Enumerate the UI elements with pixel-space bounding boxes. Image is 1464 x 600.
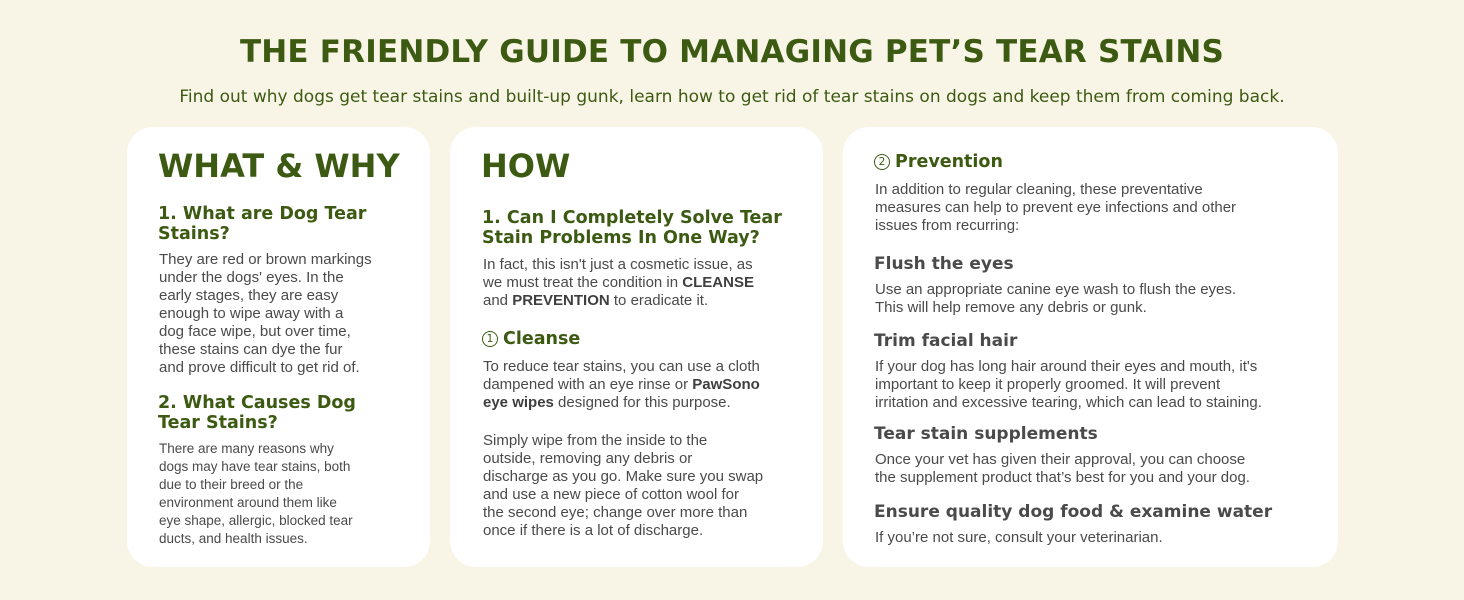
how-intro-line — [483, 274, 754, 292]
wipe-line: once if there is a lot of discharge. — [483, 522, 704, 539]
cleanse-keyword: CLEANSE — [682, 274, 754, 291]
dog-food-text — [875, 529, 1163, 547]
cleanse-line — [483, 376, 760, 394]
question-2-line: 2. What Causes Dog — [158, 393, 356, 413]
supplements-text — [875, 451, 1250, 487]
prevention-step-label: Prevention — [895, 152, 1003, 172]
how-intro-text-span: and — [483, 292, 513, 309]
answer-1-line: dog face wipe, but over time, — [159, 323, 351, 340]
step-number-1-icon: 1 — [482, 331, 498, 347]
how-intro-text — [483, 256, 754, 310]
trim-hair-line: irritation and excessive tearing, which can lead to staining. — [875, 394, 1262, 411]
answer-2-text — [159, 440, 353, 548]
dog-food-line: If you’re not sure, consult your veterinarian. — [875, 529, 1163, 546]
question-2-heading — [158, 393, 356, 433]
supplements-line: the supplement product that’s best for you and your dog. — [875, 469, 1250, 486]
supplements-heading: Tear stain supplements — [874, 424, 1098, 444]
how-question-line: 1. Can I Completely Solve Tear — [482, 208, 782, 228]
prevention-intro-line: measures can help to prevent eye infections and other — [875, 199, 1237, 216]
wipe-instructions-text — [483, 432, 763, 540]
prevention-intro-line: issues from recurring: — [875, 217, 1020, 234]
answer-2-line: dogs may have tear stains, both — [159, 459, 351, 474]
cleanse-text-span: dampened with an eye rinse or — [483, 376, 693, 393]
wipe-line: discharge as you go. Make sure you swap — [483, 468, 764, 485]
step-number-2-icon: 2 — [874, 154, 890, 170]
trim-hair-line: If your dog has long hair around their eyes and mouth, it's — [875, 358, 1258, 375]
answer-1-line: early stages, they are easy — [159, 287, 339, 304]
answer-2-line: due to their breed or the — [159, 477, 304, 492]
how-intro-line: In fact, this isn't just a cosmetic issue, as — [483, 256, 753, 273]
flush-eyes-line: Use an appropriate canine eye wash to flush the eyes. — [875, 281, 1237, 298]
cleanse-step-heading — [482, 329, 580, 349]
wipe-line: Simply wipe from the inside to the — [483, 432, 708, 449]
answer-1-line: enough to wipe away with a — [159, 305, 344, 322]
wipe-line: and use a new piece of cotton wool for — [483, 486, 739, 503]
question-1-line: Stains? — [158, 224, 230, 244]
question-1-line: 1. What are Dog Tear — [158, 204, 367, 224]
what-why-heading: WHAT & WHY — [158, 147, 400, 185]
how-heading: HOW — [481, 147, 571, 185]
brand-name: PawSono — [692, 376, 760, 393]
answer-1-line: and prove difficult to get rid of. — [159, 359, 360, 376]
prevention-intro-line: In addition to regular cleaning, these preventative — [875, 181, 1203, 198]
flush-eyes-heading: Flush the eyes — [874, 254, 1014, 274]
prevention-card — [843, 127, 1338, 567]
how-question-heading — [482, 208, 782, 248]
answer-1-line: under the dogs' eyes. In the — [159, 269, 344, 286]
answer-2-line: There are many reasons why — [159, 441, 334, 456]
wipe-line: outside, removing any debris or — [483, 450, 693, 467]
how-card — [450, 127, 823, 567]
cleanse-step-label: Cleanse — [503, 329, 581, 349]
answer-1-line: these stains can dye the fur — [159, 341, 343, 358]
answer-2-line: environment around them like — [159, 495, 337, 510]
answer-1-line: They are red or brown markings — [159, 251, 372, 268]
dog-food-heading: Ensure quality dog food & examine water — [874, 502, 1273, 522]
wipe-line: the second eye; change over more than — [483, 504, 748, 521]
question-1-heading — [158, 204, 366, 244]
how-intro-text-span: we must treat the condition in — [483, 274, 683, 291]
page-title: THE FRIENDLY GUIDE TO MANAGING PET’S TEAR STAINS — [239, 34, 1225, 70]
question-2-line: Tear Stains? — [158, 413, 278, 433]
answer-1-text — [159, 251, 372, 377]
page-subtitle: Find out why dogs get tear stains and built-up gunk, learn how to get rid of tear stains on dogs and keep them from coming back. — [179, 87, 1285, 107]
cleanse-line: To reduce tear stains, you can use a cloth — [483, 358, 760, 375]
prevention-intro-text — [875, 181, 1236, 235]
prevention-step-heading — [874, 152, 1003, 172]
cleanse-text — [483, 358, 760, 412]
answer-2-line: eye shape, allergic, blocked tear — [159, 513, 353, 528]
answer-2-line: ducts, and health issues. — [159, 531, 308, 546]
how-intro-line — [483, 292, 754, 310]
trim-hair-text — [875, 358, 1262, 412]
how-question-line: Stain Problems In One Way? — [482, 228, 760, 248]
supplements-line: Once your vet has given their approval, you can choose — [875, 451, 1246, 468]
trim-hair-line: important to keep it properly groomed. It will prevent — [875, 376, 1221, 393]
how-intro-text-span: to eradicate it. — [609, 292, 709, 309]
cleanse-text-span: designed for this purpose. — [553, 394, 731, 411]
prevention-keyword: PREVENTION — [512, 292, 610, 309]
cleanse-line — [483, 394, 760, 412]
trim-hair-heading: Trim facial hair — [874, 331, 1018, 351]
flush-eyes-line: This will help remove any debris or gunk. — [875, 299, 1147, 316]
what-why-card — [127, 127, 430, 567]
product-name: eye wipes — [483, 394, 554, 411]
flush-eyes-text — [875, 281, 1236, 317]
